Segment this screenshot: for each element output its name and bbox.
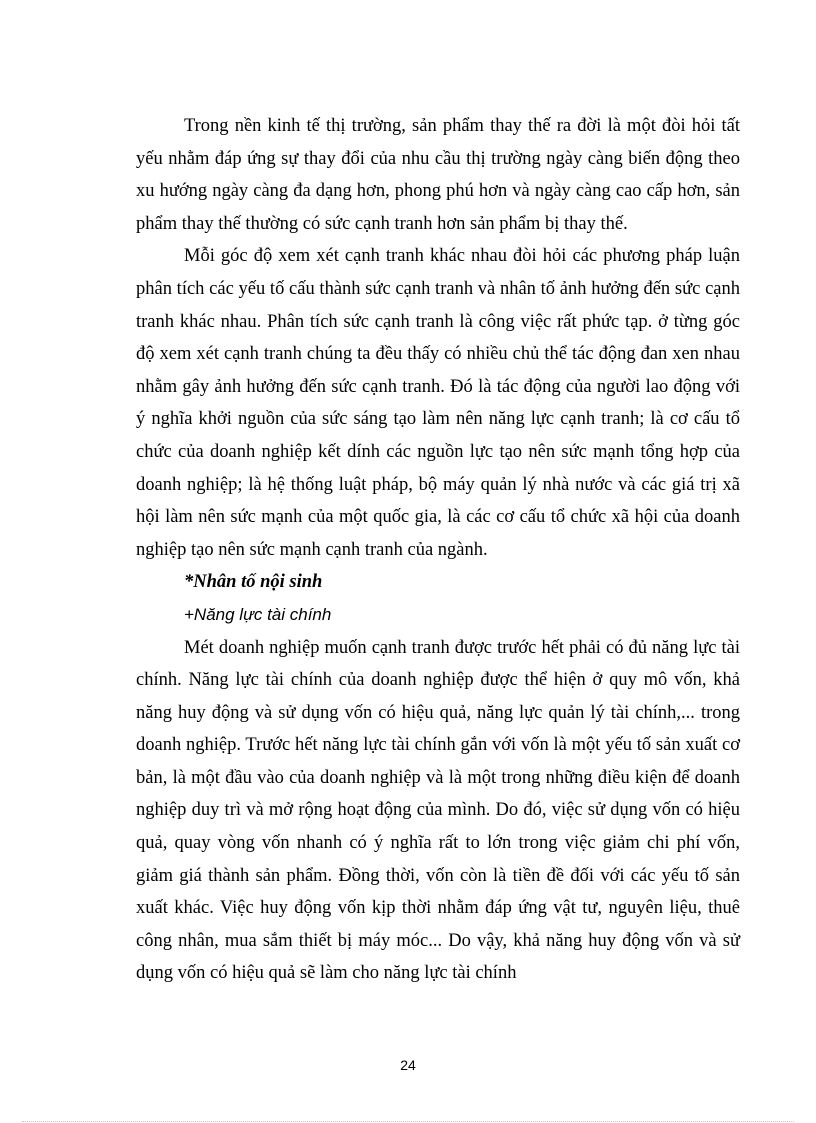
paragraph-substitute-products: Trong nền kinh tế thị trường, sản phẩm thay thế ra đời là một đòi hỏi tất yếu nhằm đáp ứng sự thay đổi của nhu cầu thị trường ngày càng biến động theo xu hướng ngày càng đa dạng hơn, phong phú hơn và ngày càng cao cấp hơn, sản phẩm thay thế thường có sức cạnh tranh hơn sản phẩm bị thay thế.: [136, 116, 740, 234]
page-bottom-divider: [22, 1121, 794, 1122]
paragraph-competition-perspectives: Mỗi góc độ xem xét cạnh tranh khác nhau đòi hỏi các phương pháp luận phân tích các yếu tố cấu thành sức cạnh tranh và nhân tố ảnh hưởng đến sức cạnh tranh khác nhau. Phân tích sức cạnh tranh là công việc rất phức tạp. ở từng góc độ xem xét cạnh tranh chúng ta đều thấy có nhiều chủ thể tác động đan xen nhau nhằm gây ảnh hưởng đến sức cạnh tranh. Đó là tác động của người lao động với ý nghĩa khởi nguồn của sức sáng tạo làm nên năng lực cạnh tranh; là cơ cấu tổ chức của doanh nghiệp kết dính các nguồn lực tạo nên sức mạnh tổng hợp của doanh nghiệp; là hệ thống luật pháp, bộ máy quản lý nhà nước và các giá trị xã hội làm nên sức mạnh của một quốc gia, là các cơ cấu tổ chức xã hội của doanh nghiệp tạo nên sức mạnh cạnh tranh của ngành.: [136, 246, 740, 560]
page-body: [136, 110, 740, 990]
section-heading: *Nhân tố nội sinh: [184, 572, 323, 593]
page-number: 24: [400, 1057, 416, 1073]
subsection-heading: +Năng lực tài chính: [184, 604, 332, 624]
paragraph-financial-capacity: Mét doanh nghiệp muốn cạnh tranh được trước hết phải có đủ năng lực tài chính. Năng lực tài chính của doanh nghiệp được thể hiện ở quy mô vốn, khả năng huy động và sử dụng vốn có hiệu quả, năng lực quản lý tài chính,... trong doanh nghiệp. Trước hết năng lực tài chính gắn với vốn là một yếu tố sản xuất cơ bản, là một đầu vào của doanh nghiệp và là một trong những điều kiện để doanh nghiệp duy trì và mở rộng hoạt động của mình. Do đó, việc sử dụng vốn có hiệu quả, quay vòng vốn nhanh có ý nghĩa rất to lớn trong việc giảm chi phí vốn, giảm giá thành sản phẩm. Đồng thời, vốn còn là tiền đề đối với các yếu tố sản xuất khác. Việc huy động vốn kịp thời nhằm đáp ứng vật tư, nguyên liệu, thuê công nhân, mua sắm thiết bị máy móc... Do vậy, khả năng huy động vốn và sử dụng vốn có hiệu quả sẽ làm cho năng lực tài chính: [136, 637, 740, 984]
